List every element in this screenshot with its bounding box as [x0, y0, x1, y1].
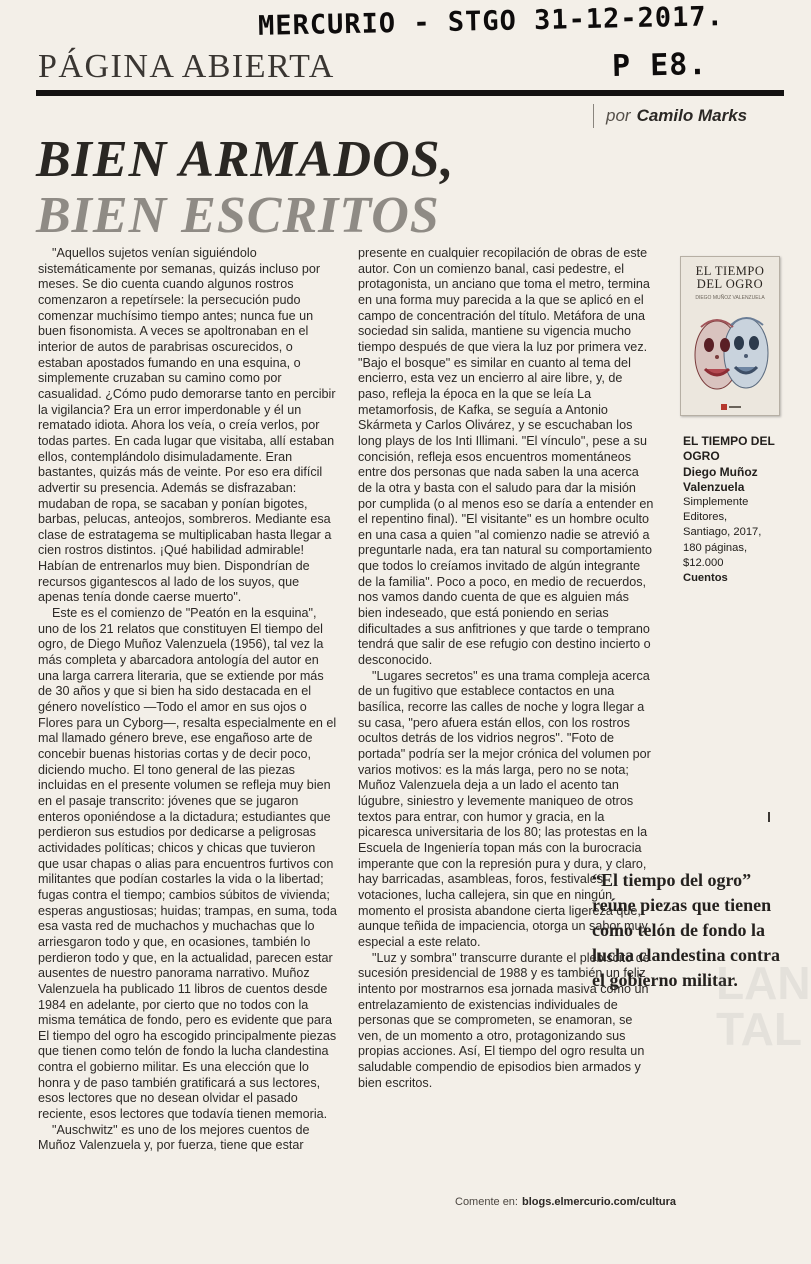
publisher-logo: [717, 403, 745, 411]
footer-comment-link: [455, 1196, 676, 1208]
body-column-1: [38, 246, 338, 1154]
book-place-year: Santiago, 2017,: [683, 526, 762, 538]
pull-quote: “El tiempo del ogro” reúne piezas que tienen como telón de fondo la lucha clandestina contra el gobierno militar.: [592, 870, 781, 990]
body-paragraph: Este es el comienzo de "Peatón en la esquina", uno de los 21 relatos que constituyen El tiempo del ogro, de Diego Muñoz Valenzuela (1956), tal vez la más completa y abarcadora antología del autor en una larga carrera literaria, que se extiende por más de 30 años y que si bien ha sido destacada en el género novelístico —Todo el amor en sus ojos o Flores para un Cyborg—, resalta especialmente en el mal llamado género breve, ese engañoso arte de concebir buenas historias cortas y de decir poco, diciendo mucho. El tono general de las piezas incluidas en el presente volumen se refleja muy bien en el pasaje transcrito: jóvenes que se jugaron enteros oponiéndose a la dictadura; estudiantes que perdieron sus estudios por dedicarse a peligrosas actividades políticas; chicos y chicas que tuvieron que usar chapas o alias para encuentros furtivos con militantes que podían costarles la vida o la libertad; fugas contra el tiempo; cambios súbitos de vivienda; esperas angustiosas; huidas; trampas, en suma, toda esa vasta red de muchachos y muchachas que lo arriesgaron todo y que, en ocasiones, también lo perdieron todo y que, en la actualidad, parecen estar ausentes de nuestro panorama narrativo. Muñoz Valenzuela ha publicado 11 libros de cuentos desde 1984 en adelante, por cierto que no todos con la misma temática de fondo, pero es evidente que para El tiempo del ogro ha escogido principalmente piezas que tienen como telón de fondo la lucha clandestina contra el gobierno militar. Es una elección que lo honra y de paso también gratificará a sus lectores, esos lectores que no desean olvidar el pasado reciente, esos lectores que todavía tienen memoria.: [38, 606, 337, 1122]
book-author: Diego Muñoz Valenzuela: [683, 465, 758, 494]
byline-prefix: por: [606, 106, 631, 125]
byline: [606, 106, 747, 126]
headline-line-1: BIEN ARMADOS,: [36, 131, 455, 188]
body-paragraph: presente en cualquier recopilación de obras de este autor. Con un comienzo banal, casi pedestre, el protagonista, un anciano que toma el metro, termina en una forma muy parecida a la que se aplicó en el campo de concentración del título. Metáfora de una sociedad sin salida, mantiene su vigencia mucho tiempo después de que viera la luz por primera vez. "Bajo el bosque" es similar en cuanto al tema del encierro, esta vez un encierro al aire libre, y, de paso, refleja la época en la que se leía La metamorfosis, de Kafka, se seguía a Antonio Skármeta y Carlos Olivárez, y se escuchaban los long plays de los Inti Illimani. "El vínculo", pese a su concisión, refleja esos encuentros momentáneos entre dos personas que nada saben la una acerca de la otra y basta con el saludo para dar la misión por cumplida (o al menos eso se daría a entender en el repentino final). "El visitante" es un hombre oculto en una casa a quien "al comienzo nadie se atrevió a preguntarle nada, era tan natural su comportamiento que todos lo creíamos invitado de algún integrante de la familia". Poco a poco, en medio de recuerdos, nos vamos dando cuenta de que es alguien más bien indeseado, que está poniendo en serias dificultades a sus anfitriones y que tarde o temprano tendrá que salir de ese refugio con destino incierto o desconocido.: [358, 246, 654, 668]
cover-title: [681, 265, 779, 291]
cover-title-line-2: DEL OGRO: [696, 277, 764, 291]
headline: [36, 132, 455, 244]
footer-label: Comente en:: [455, 1196, 518, 1208]
book-info-box: [683, 434, 791, 585]
book-publisher: Simplemente Editores,: [683, 496, 749, 523]
handwritten-page-note: P E8.: [611, 47, 708, 84]
section-label: PÁGINA ABIERTA: [38, 48, 335, 85]
byline-author: Camilo Marks: [636, 106, 748, 125]
ogre-masks-illustration: [691, 307, 771, 399]
body-paragraph: "Luz y sombra" transcurre durante el plebiscito de sucesión presidencial de 1988 y es también un feliz intento por mostrarnos esa jornada masiva como un entrelazamiento de existencias individuales de personas que se comprometen, se enamoran, se ven, de un momento a otro, protagonizando sus propias acciones. Así, El tiempo del ogro resulta un saludable compendio de episodios bien armados y bien escritos.: [358, 950, 650, 1090]
book-pages: 180 páginas,: [683, 541, 748, 554]
handwritten-source-note: MERCURIO - STGO 31-12-2017.: [257, 1, 725, 42]
body-paragraph: "Lugares secretos" es una trama compleja acerca de un fugitivo que establece contactos en una basílica, recorre las calles de noche y logra llegar a su casa, "pero afuera están ellos, con los rostros ocultos detrás de los vidrios negros". "Foto de portada" podría ser la mejor crónica del volumen por varios motivos: es la más larga, pero no se nota; Muñoz Valenzuela deja a un lado el acento tan lúgubre, siniestro y levemente maniqueo de otros textos para entrar, con humor y gracia, en la picaresca universitaria de los 80; las protestas en la Escuela de Ingeniería topan más con la burocracia imperante que con la represión pura y dura, y claro, hay barricadas, asambleas, foros, festivales, votaciones, lucha callejera, sin que en ningún momento el prosista abandone cierta ligereza que, aunque teñida de impaciencia, otorga un sabor muy especial a este relato.: [358, 668, 651, 949]
cover-author: DIEGO MUÑOZ VALENZUELA: [695, 295, 765, 301]
headline-line-2: BIEN ESCRITOS: [36, 187, 440, 244]
book-price: $12.000: [683, 557, 724, 569]
book-title: EL TIEMPO DEL OGRO: [683, 434, 775, 463]
cover-title-line-1: EL TIEMPO: [695, 264, 765, 278]
body-paragraph: "Auschwitz" es uno de los mejores cuentos de Muñoz Valenzuela y, por fuerza, tiene que estar: [38, 1122, 310, 1153]
book-genre: Cuentos: [683, 571, 728, 584]
body-paragraph: "Aquellos sujetos venían siguiéndolo sistemáticamente por semanas, quizás incluso por meses. Se dio cuenta cuando algunos rostros comenzaron a repetírsele: la persecución pudo comenzar muchísimo tiempo antes; nunca fue un buen fisonomista. A veces se apoltronaban en el interior de autos de parabrisas oscurecidos, o estaban apostados fumando en una esquina, o simplemente cruzaban su camino como por casualidad. ¿Cómo pudo demorarse tanto en percibir la vigilancia? Era un error imperdonable y él un rematado idiota. Ahora los veía, o creía verlos, por todas partes. En cada lugar que visitaba, allí estaban ellos, contemplándolo disimuladamente. Eran bastantes, quizás más de veinte. Por eso era difícil advertir su presencia. Además se disfrazaban: mudaban de ropa, se sacaban y ponían bigotes, barbas, pelucas, anteojos, sombreros. Mediante esa clase de estratagema se multiplicaban hasta llegar a cien rostros distintos. ¡Qué habilidad admirable! Habían de entrenarlos muy bien. Dispondrían de recursos gigantescos al lado de los suyos, que apenas tenía donde caerse muerto".: [38, 246, 336, 605]
byline-divider: [593, 104, 594, 128]
header-rule: [36, 90, 784, 96]
footer-url[interactable]: blogs.elmercurio.com/cultura: [521, 1196, 677, 1208]
book-cover-image: [680, 256, 780, 416]
stray-mark: [768, 812, 770, 822]
bleed-through-text: LAN TAL: [716, 957, 811, 1055]
